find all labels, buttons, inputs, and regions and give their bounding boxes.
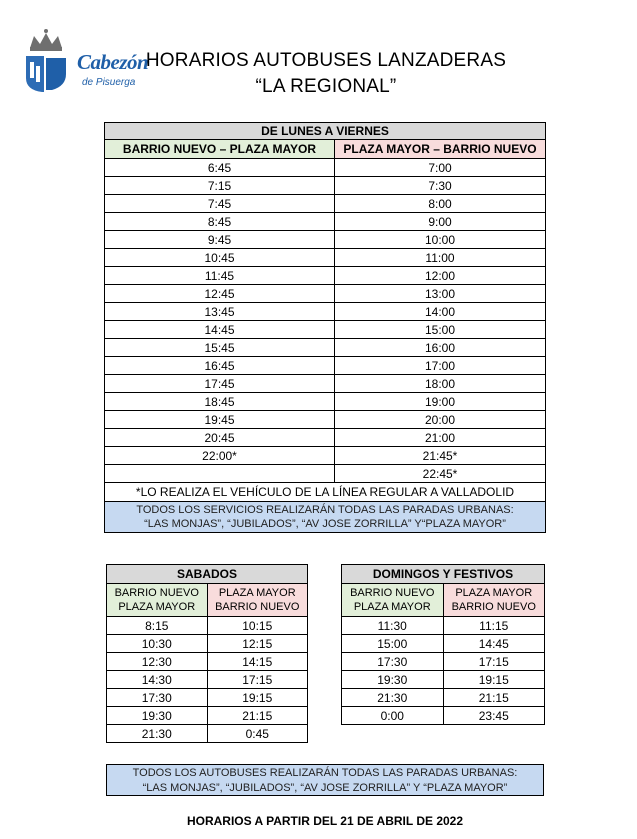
departure-time-return: 0:45 [207,725,308,743]
departure-time-return: 14:15 [207,653,308,671]
departure-time-outbound: 10:30 [107,635,208,653]
page-title: HORARIOS AUTOBUSES LANZADERAS [145,50,507,71]
departure-time-return: 18:00 [335,375,546,393]
departure-time-outbound: 16:45 [105,357,335,375]
departure-time-outbound: 19:30 [107,707,208,725]
table-row [342,635,545,653]
departure-time-return: 13:00 [335,285,546,303]
page-subtitle: “LA REGIONAL” [255,76,397,97]
weekday-header: DE LUNES A VIERNES [105,123,546,140]
bottom-note-line-1: TODOS LOS AUTOBUSES REALIZARÁN TODAS LAS PARADAS URBANAS: [132,767,518,779]
table-row [105,213,546,231]
departure-time-return: 17:15 [207,671,308,689]
departure-time-return: 10:15 [207,617,308,635]
table-row [342,707,545,725]
departure-time-outbound: 10:45 [105,249,335,267]
departure-time-return: 15:00 [335,321,546,339]
table-row [105,357,546,375]
col-label-line-2: BARRIO NUEVO [215,601,300,613]
all-buses-stops-note [106,764,544,796]
sunday-schedule-table [341,564,545,725]
departure-time-return: 17:15 [443,653,545,671]
table-row [105,393,546,411]
departure-time-return: 16:00 [335,339,546,357]
departure-time-return: 17:00 [335,357,546,375]
departure-time-outbound: 18:45 [105,393,335,411]
col-label-line-2: PLAZA MAYOR [118,601,196,613]
table-row [105,195,546,213]
col-label-line-1: PLAZA MAYOR [218,587,296,599]
departure-time-return: 14:45 [443,635,545,653]
departure-time-return: 12:00 [335,267,546,285]
sunday-rows [342,617,545,725]
urban-stops-line-2: “LAS MONJAS”, “JUBILADOS”, “AV JOSE ZORRILLA” Y“PLAZA MAYOR” [144,518,506,530]
table-row [105,267,546,285]
departure-time-return: 7:30 [335,177,546,195]
table-row [107,671,308,689]
saturday-rows [107,617,308,743]
departure-time-outbound: 19:30 [342,671,444,689]
col-label-line-1: BARRIO NUEVO [350,587,435,599]
departure-time-outbound: 7:45 [105,195,335,213]
departure-time-return: 21:15 [443,689,545,707]
departure-time-return: 21:45* [335,447,546,465]
departure-time-return: 7:00 [335,159,546,177]
sunday-col-barrio-plaza [342,584,444,617]
departure-time-return: 11:00 [335,249,546,267]
departure-time-return: 22:45* [335,465,546,483]
logo-text: Cabezón [77,50,149,74]
col-label-line-1: PLAZA MAYOR [455,587,533,599]
departure-time-return: 23:45 [443,707,545,725]
table-row [105,465,546,483]
departure-time-outbound: 15:45 [105,339,335,357]
departure-time-outbound: 11:30 [342,617,444,635]
sunday-header: DOMINGOS Y FESTIVOS [342,565,545,584]
departure-time-return: 21:15 [207,707,308,725]
departure-time-outbound: 15:00 [342,635,444,653]
departure-time-outbound: 21:30 [342,689,444,707]
weekday-schedule-table [104,122,546,533]
departure-time-outbound: 14:30 [107,671,208,689]
col-label-line-2: BARRIO NUEVO [451,601,536,613]
departure-time-outbound: 0:00 [342,707,444,725]
departure-time-return: 19:00 [335,393,546,411]
departure-time-outbound: 19:45 [105,411,335,429]
column-header-barrio-plaza: BARRIO NUEVO – PLAZA MAYOR [105,140,335,159]
sunday-col-plaza-barrio [443,584,545,617]
table-row [107,725,308,743]
table-row [107,617,308,635]
departure-time-outbound: 17:30 [342,653,444,671]
departure-time-return: 11:15 [443,617,545,635]
saturday-col-barrio-plaza [107,584,208,617]
bottom-note-line-2: “LAS MONJAS”, “JUBILADOS”, “AV JOSE ZORRILLA” Y “PLAZA MAYOR” [142,782,508,794]
departure-time-return: 9:00 [335,213,546,231]
urban-stops-line-1: TODOS LOS SERVICIOS REALIZARÁN TODAS LAS PARADAS URBANAS: [136,504,514,516]
departure-time-outbound: 22:00* [105,447,335,465]
saturday-schedule-table [106,564,308,743]
departure-time-outbound: 21:30 [107,725,208,743]
table-row [105,429,546,447]
col-label-line-2: PLAZA MAYOR [353,601,431,613]
table-row [107,653,308,671]
table-row [105,177,546,195]
table-row [105,447,546,465]
table-row [342,653,545,671]
departure-time-outbound: 8:45 [105,213,335,231]
departure-time-outbound: 17:45 [105,375,335,393]
saturday-col-plaza-barrio [207,584,308,617]
departure-time-outbound: 6:45 [105,159,335,177]
table-row [342,617,545,635]
departure-time-outbound: 7:15 [105,177,335,195]
departure-time-outbound: 14:45 [105,321,335,339]
table-row [105,411,546,429]
table-row [107,707,308,725]
table-row [107,689,308,707]
table-row [105,375,546,393]
logo-subtitle: de Pisuerga [82,77,136,88]
table-row [105,303,546,321]
col-label-line-1: BARRIO NUEVO [114,587,199,599]
table-row [105,321,546,339]
table-row [105,159,546,177]
departure-time-return: 14:00 [335,303,546,321]
departure-time-return: 19:15 [207,689,308,707]
departure-time-return: 8:00 [335,195,546,213]
departure-time-outbound: 8:15 [107,617,208,635]
table-row [105,249,546,267]
table-row [105,231,546,249]
column-header-plaza-barrio: PLAZA MAYOR – BARRIO NUEVO [335,140,546,159]
departure-time-outbound: 11:45 [105,267,335,285]
departure-time-return: 19:15 [443,671,545,689]
table-row [342,671,545,689]
departure-time-return: 20:00 [335,411,546,429]
departure-time-outbound: 13:45 [105,303,335,321]
departure-time-return: 12:15 [207,635,308,653]
table-row [107,635,308,653]
departure-time-outbound: 17:30 [107,689,208,707]
regular-line-note: *LO REALIZA EL VEHÍCULO DE LA LÍNEA REGULAR A VALLADOLID [105,483,546,502]
departure-time-return: 21:00 [335,429,546,447]
table-row [105,285,546,303]
saturday-header: SABADOS [107,565,308,584]
departure-time-outbound [105,465,335,483]
effective-date-footer: HORARIOS A PARTIR DEL 21 DE ABRIL DE 2022 [186,814,464,828]
departure-time-outbound: 9:45 [105,231,335,249]
urban-stops-note [105,502,546,533]
departure-time-outbound: 20:45 [105,429,335,447]
departure-time-outbound: 12:30 [107,653,208,671]
departure-time-outbound: 12:45 [105,285,335,303]
table-row [342,689,545,707]
table-row [105,339,546,357]
departure-time-return: 10:00 [335,231,546,249]
weekday-rows [105,159,546,483]
